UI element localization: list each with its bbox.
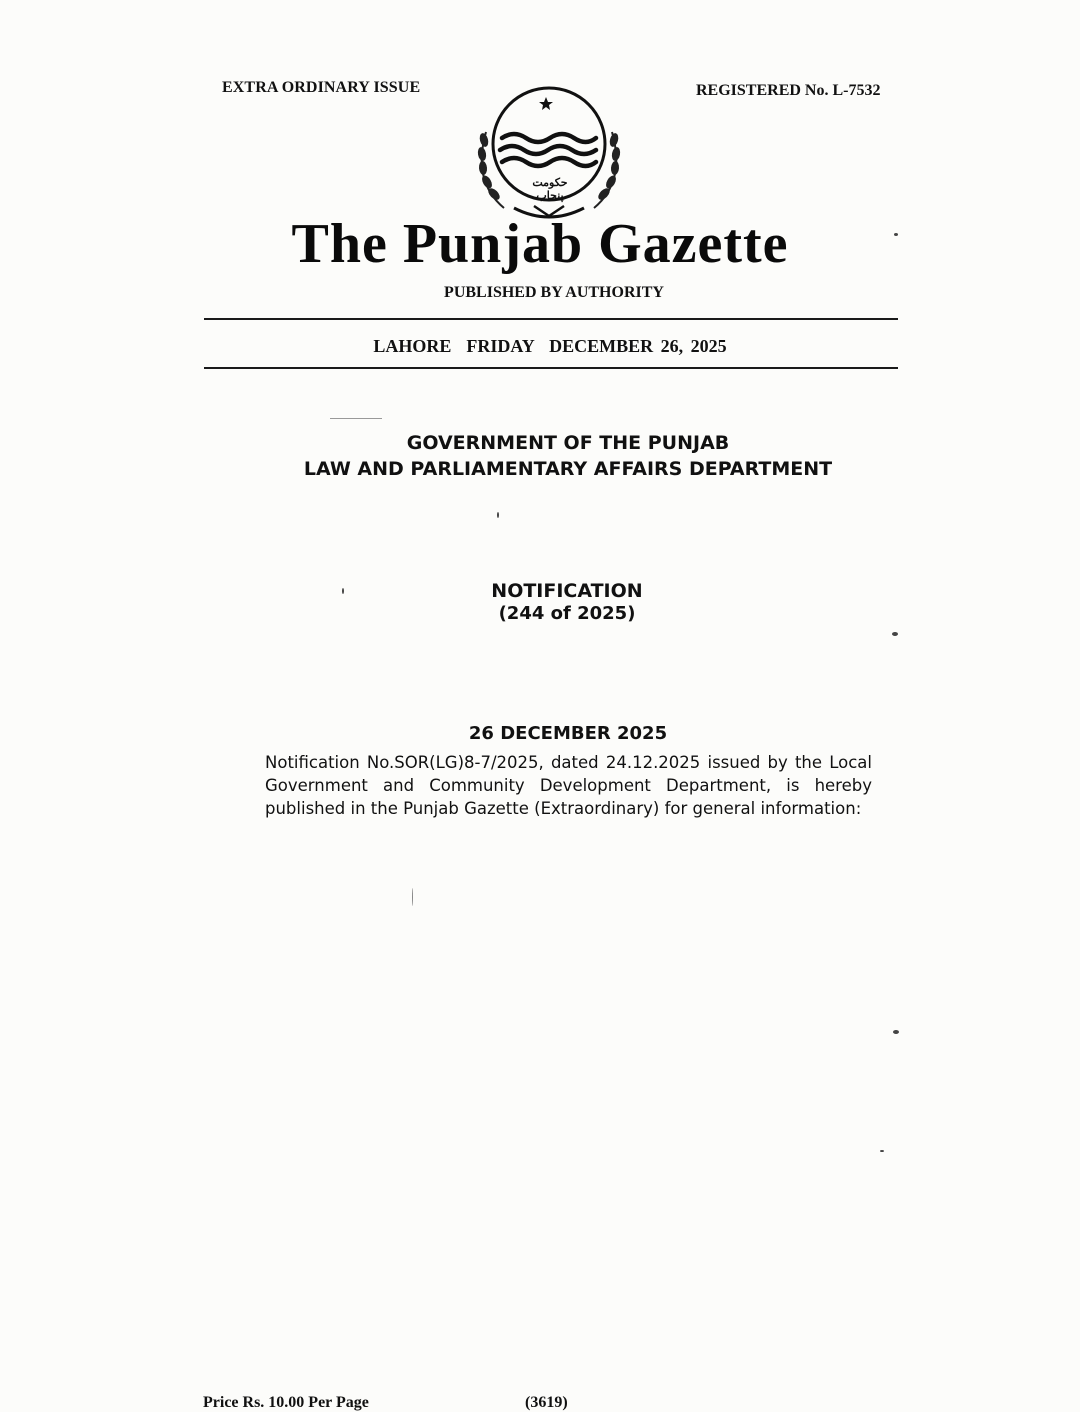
scan-speck xyxy=(894,233,898,236)
issue-type-label: EXTRA ORDINARY ISSUE xyxy=(222,79,421,96)
page-number: (3619) xyxy=(525,1394,568,1411)
notification-body: Notification No.SOR(LG)8-7/2025, dated 24.12.2025 issued by the Local Government and Community Development Department, is hereby published in the Punjab Gazette (Extraordinary) for general information: xyxy=(265,753,872,818)
scan-speck xyxy=(880,1150,884,1152)
government-heading: GOVERNMENT OF THE PUNJAB xyxy=(406,432,730,454)
notification-date: 26 DECEMBER 2025 xyxy=(468,723,668,744)
top-divider xyxy=(204,318,898,320)
scan-mark xyxy=(330,418,382,419)
department-heading: LAW AND PARLIAMENTARY AFFAIRS DEPARTMENT xyxy=(303,458,833,480)
scan-speck xyxy=(892,632,898,636)
notification-title: NOTIFICATION xyxy=(491,580,643,602)
punjab-emblem-icon xyxy=(464,80,634,228)
scan-speck xyxy=(342,588,344,594)
scan-speck xyxy=(497,512,499,518)
gazette-masthead: The Punjab Gazette xyxy=(291,213,789,275)
scan-speck xyxy=(893,1030,899,1034)
registration-number: REGISTERED No. L-7532 xyxy=(696,82,881,99)
notification-number: (244 of 2025) xyxy=(498,603,636,624)
scan-speck xyxy=(412,888,413,906)
price-footer: Price Rs. 10.00 Per Page xyxy=(203,1394,369,1411)
bottom-divider xyxy=(204,367,898,369)
published-by-authority: PUBLISHED BY AUTHORITY xyxy=(444,284,664,301)
emblem-caption: حکومت پنجاب xyxy=(532,177,568,202)
dateline: LAHORE FRIDAY DECEMBER 26, 2025 xyxy=(373,336,727,356)
